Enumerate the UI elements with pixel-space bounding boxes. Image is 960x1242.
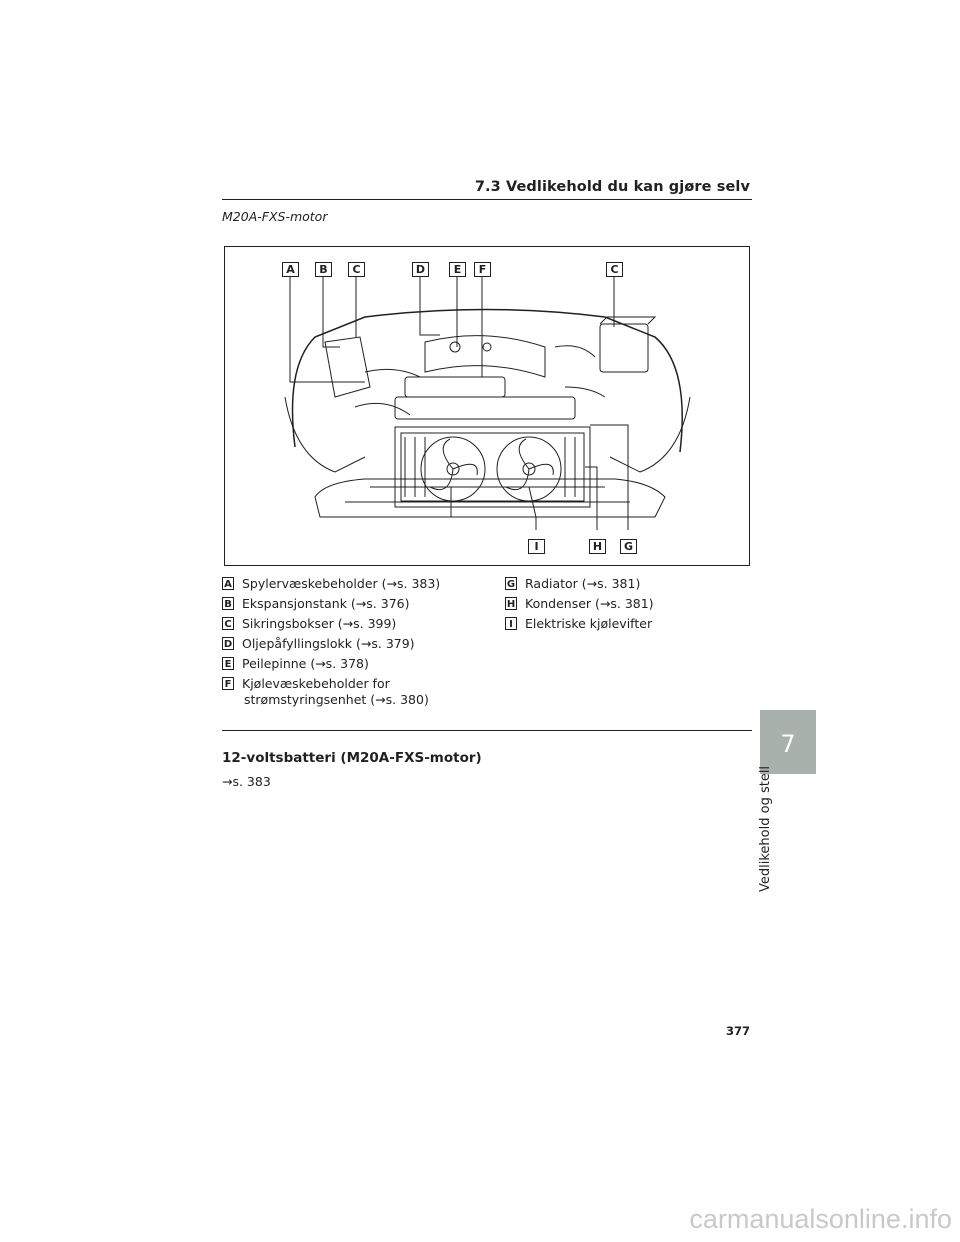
legend-badge: H xyxy=(506,599,516,610)
section-heading: 12-voltsbatteri (M20A-FXS-motor) xyxy=(222,750,482,766)
legend-right-column xyxy=(505,576,755,636)
legend-item-g xyxy=(505,576,755,592)
engine-bay-figure xyxy=(224,246,750,566)
chapter-number: 7 xyxy=(780,730,796,758)
section-rule xyxy=(222,730,752,731)
callout-h-label: H xyxy=(589,539,606,554)
legend-item-d xyxy=(222,636,492,652)
legend-text: Spylervæskebeholder (→s. 383) xyxy=(242,576,441,591)
header-rule xyxy=(222,199,752,200)
callout-c-label: C xyxy=(348,262,365,277)
chapter-side-label: Vedlikehold og stell xyxy=(758,765,773,892)
callout-f-label: F xyxy=(474,262,491,277)
legend-text: Oljepåfyllingslokk (→s. 379) xyxy=(242,636,415,651)
legend-left-column xyxy=(222,576,492,712)
legend-badge: B xyxy=(222,597,234,610)
legend-item-a xyxy=(222,576,492,592)
legend-item-e xyxy=(222,656,492,672)
legend-item-i xyxy=(505,616,755,632)
legend-item-h xyxy=(505,596,755,612)
section-page-reference: →s. 383 xyxy=(222,774,271,789)
legend-text: Peilepinne (→s. 378) xyxy=(242,656,369,671)
callout-a-label: A xyxy=(282,262,299,277)
figure-subtitle: M20A-FXS-motor xyxy=(222,209,328,224)
section-header-title: 7.3 Vedlikehold du kan gjøre selv xyxy=(474,179,750,195)
legend-text: Ekspansjonstank (→s. 376) xyxy=(242,596,410,611)
legend-text: Elektriske kjølevifter xyxy=(525,616,653,631)
watermark: carmanualsonline.info xyxy=(689,1204,952,1234)
callout-i-label: I xyxy=(528,539,545,554)
legend-badge: A xyxy=(222,577,234,590)
legend-text: Kondenser (→s. 381) xyxy=(525,596,654,611)
callout-b-label: B xyxy=(315,262,332,277)
legend-badge: I xyxy=(505,617,517,630)
legend-text: Sikringsbokser (→s. 399) xyxy=(242,616,397,631)
legend-badge: C xyxy=(222,617,234,630)
legend-badge: E xyxy=(222,657,234,670)
callout-c2-label: C xyxy=(606,262,623,277)
legend-badge: G xyxy=(506,579,516,590)
callout-g-label: G xyxy=(620,539,637,554)
callout-d-label: D xyxy=(412,262,429,277)
legend-text: Kjølevæskebeholder for xyxy=(242,676,390,691)
page-number: 377 xyxy=(725,1024,750,1038)
callout-e-label: E xyxy=(449,262,466,277)
legend-badge: F xyxy=(222,677,234,690)
legend-item-b xyxy=(222,596,492,612)
legend-text: Radiator (→s. 381) xyxy=(525,576,641,591)
legend-text-continued: strømstyringsenhet (→s. 380) xyxy=(244,692,429,707)
legend-badge: D xyxy=(223,639,233,650)
legend-item-f xyxy=(222,676,492,708)
legend-item-c xyxy=(222,616,492,632)
engine-bay-illustration xyxy=(225,247,749,565)
